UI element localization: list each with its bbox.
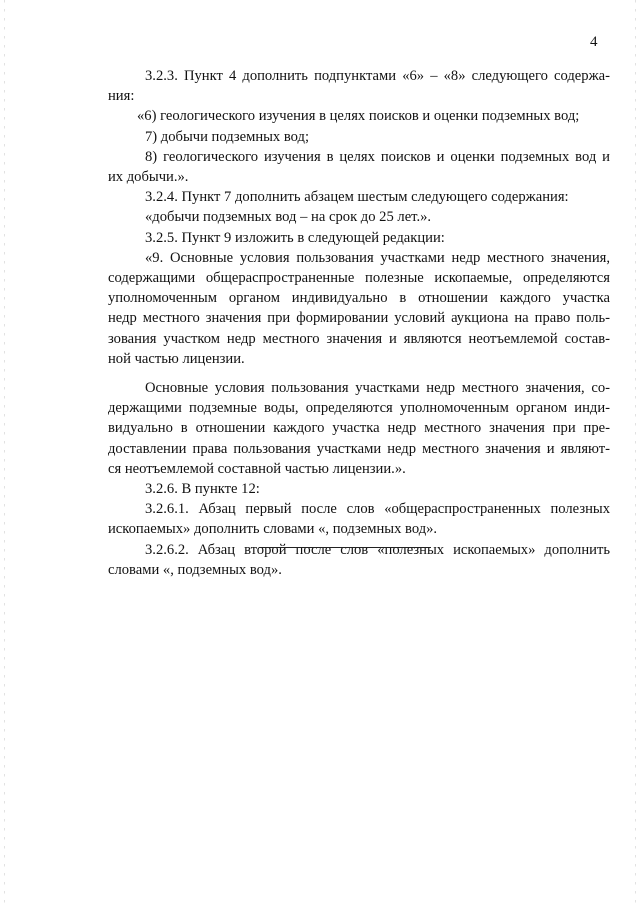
text-line: «6) геологического изучения в целях поисков и оценки подземных вод; <box>137 108 580 125</box>
text-line: 3.2.6. В пункте 12: <box>145 481 260 498</box>
end-of-document-rule <box>259 547 431 548</box>
paragraph-3-2-3 <box>108 66 610 106</box>
text-line: недр местного значения при формировании условий аукциона на право поль- <box>108 310 610 327</box>
text-line: ния: <box>108 88 135 105</box>
paragraph-3-2-4 <box>108 187 610 207</box>
scan-edge-left <box>4 0 5 905</box>
paragraph-3-2-6-1 <box>108 499 610 539</box>
text-line: видуально в отношении каждого участка недр местного значения при пре- <box>108 420 610 437</box>
text-line: содержащими общераспространенные полезные ископаемые, определяются <box>108 270 610 287</box>
text-line: словами «, подземных вод». <box>108 561 282 578</box>
text-line: держащими подземные воды, определяются уполномоченным органом инди- <box>108 400 610 417</box>
paragraph-3-2-5 <box>108 228 610 248</box>
page-number: 4 <box>590 34 598 50</box>
text-line: «добычи подземных вод – на срок до 25 лет.». <box>145 209 432 226</box>
text-line: ся неотъемлемой составной частью лицензии.». <box>108 460 406 477</box>
text-line: доставлении права пользования участками недр местного значения и являют- <box>108 440 610 457</box>
paragraph-3-2-6 <box>108 479 610 499</box>
text-line: их добычи.». <box>108 169 189 186</box>
text-line: 8) геологического изучения в целях поисков и оценки подземных вод и <box>145 148 610 165</box>
paragraph-quote-term <box>108 207 610 227</box>
document-body <box>108 66 610 580</box>
text-line: 3.2.6.1. Абзац первый после слов «общераспространенных полезных <box>145 501 610 518</box>
text-line: зования участком недр местного значения и являются неотъемлемой состав- <box>108 330 610 347</box>
text-line: 3.2.6.2. Абзац второй после слов «полезных ископаемых» дополнить <box>145 541 610 558</box>
paragraph-3-2-6-2 <box>108 540 610 580</box>
text-line: ной частью лицензии. <box>108 350 245 367</box>
text-line: «9. Основные условия пользования участками недр местного значения, <box>145 249 610 266</box>
paragraph-subitem-6 <box>108 106 610 126</box>
paragraph-gap <box>108 369 610 378</box>
text-line: Основные условия пользования участками недр местного значения, со- <box>145 380 610 397</box>
paragraph-subitem-8 <box>108 147 610 187</box>
text-line: ископаемых» дополнить словами «, подземных вод». <box>108 521 438 538</box>
paragraph-point-9 <box>108 248 610 369</box>
text-line: 3.2.3. Пункт 4 дополнить подпунктами «6» – «8» следующего содержа- <box>145 68 610 84</box>
text-line: 3.2.5. Пункт 9 изложить в следующей редакции: <box>145 229 445 246</box>
paragraph-subitem-7 <box>108 127 610 147</box>
text-line: уполномоченным органом индивидуально в отношении каждого участка <box>108 290 610 307</box>
text-line: 7) добычи подземных вод; <box>145 128 310 145</box>
scan-edge-right <box>635 0 636 905</box>
text-line: 3.2.4. Пункт 7 дополнить абзацем шестым следующего содержания: <box>145 189 569 206</box>
paragraph-groundwater-conditions <box>108 378 610 479</box>
